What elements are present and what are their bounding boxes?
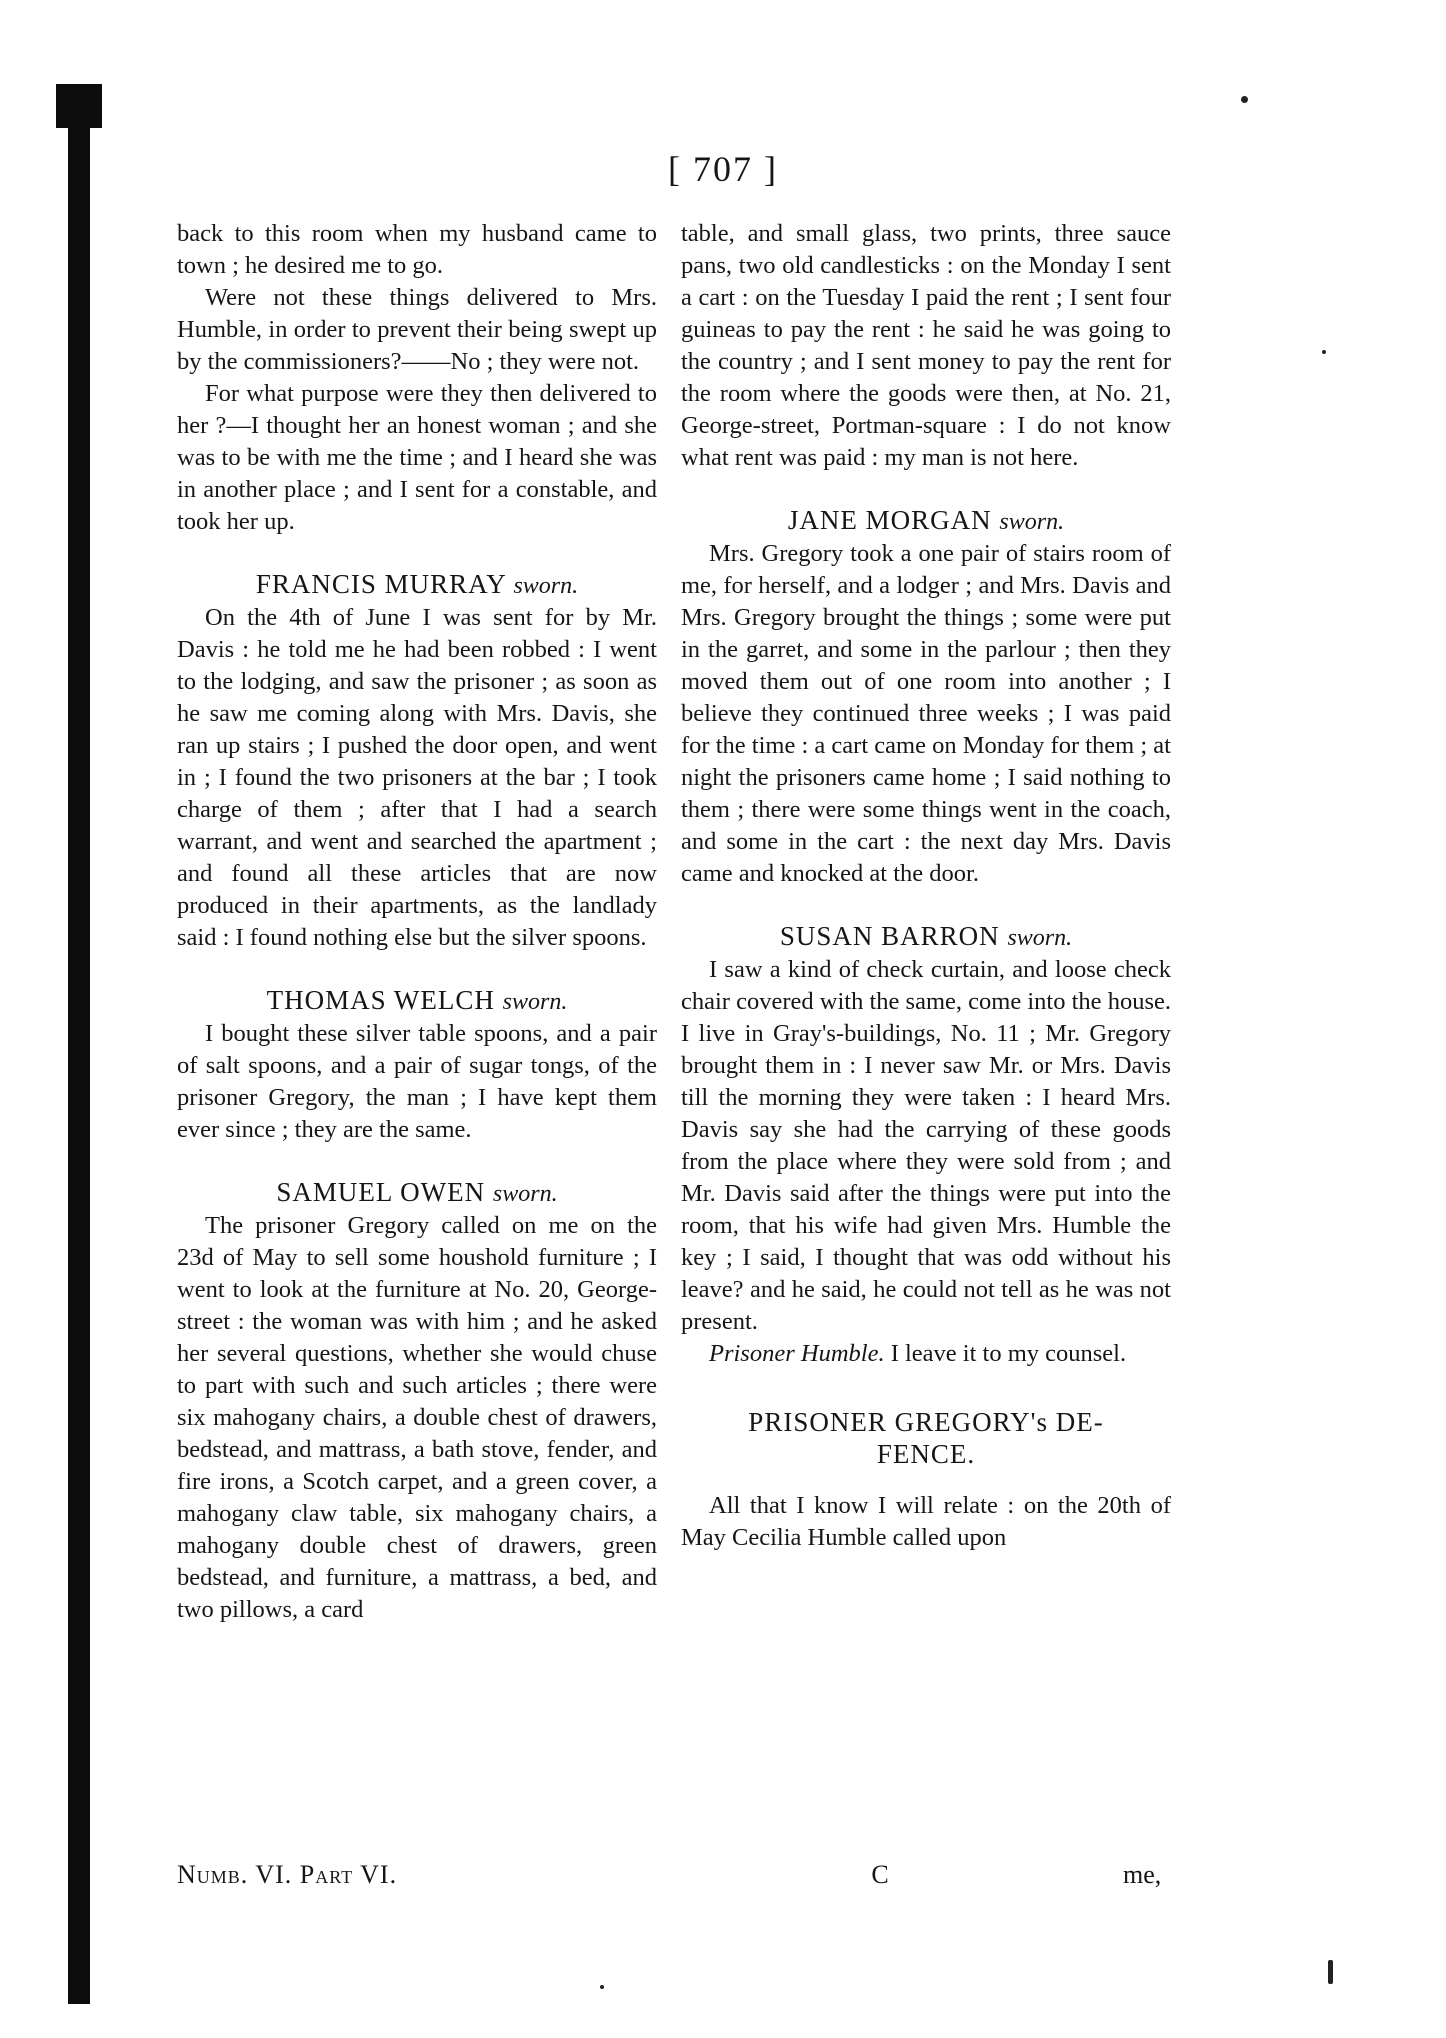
witness-heading <box>177 568 657 602</box>
binding-shadow <box>68 84 90 2004</box>
witness-heading <box>681 504 1171 538</box>
sworn-label: sworn. <box>502 989 568 1015</box>
signature-mark: Numb. VI. Part VI. <box>177 1860 398 1889</box>
witness-name: FRANCIS MURRAY <box>255 569 506 599</box>
witness-name: SAMUEL OWEN <box>276 1177 486 1207</box>
defence-heading: FENCE. <box>876 1439 976 1469</box>
witness-heading <box>177 1176 657 1210</box>
sworn-label: sworn. <box>999 509 1065 535</box>
witness-name: THOMAS WELCH <box>266 985 495 1015</box>
page-number: [ 707 ] <box>668 149 778 189</box>
defence-heading: PRISONER GREGORY's DE- <box>748 1407 1104 1437</box>
paragraph: Were not these things delivered to Mrs. Humble, in order to prevent their being swept up by the commissioners?——No ; they were not. <box>177 284 657 375</box>
ink-speck <box>600 1985 604 1989</box>
right-column <box>681 218 1171 1554</box>
witness-heading <box>681 920 1171 954</box>
paragraph: table, and small glass, two prints, three sauce pans, two old candlesticks : on the Monday I sent a cart : on the Tuesday I paid the rent ; I sent four guineas to pay the rent : he said he was going to the country ; and I sent money to pay the rent for the room where the goods were then, at No. 21, George-street, Portman-square : I do not know what rent was paid : my man is not here. <box>681 220 1171 471</box>
ink-speck <box>1322 350 1326 354</box>
paragraph: All that I know I will relate : on the 20th of May Cecilia Humble called upon <box>681 1492 1171 1551</box>
sworn-label: sworn. <box>492 1181 558 1207</box>
sworn-label: sworn. <box>513 573 579 599</box>
ink-speck <box>1241 96 1248 103</box>
paragraph: Mrs. Gregory took a one pair of stairs room of me, for herself, and a lodger ; and Mrs. Davis and Mrs. Gregory brought the things ; some were put in the garret, and some in the parlour ; then they moved them out of one room into another ; I believe they continued three weeks ; I was paid for the time : a cart came on Monday for them ; at night the prisoners came home ; I said nothing to them ; there were some things went in the coach, and some in the cart : the next day Mrs. Davis came and knocked at the door. <box>681 540 1171 887</box>
paragraph: On the 4th of June I was sent for by Mr. Davis : he told me he had been robbed : I went to the lodging, and saw the prisoner ; as soon as he saw me coming along with Mrs. Davis, she ran up stairs ; I pushed the door open, and went in ; I found the two prisoners at the bar ; I took charge of them ; after that I had a search warrant, and went and searched the apartment ; and found all these articles that are now produced in their apartments, as the landlady said : I found nothing else but the silver spoons. <box>177 604 657 951</box>
paragraph: I bought these silver table spoons, and a pair of salt spoons, and a pair of sugar tongs, of the prisoner Gregory, the man ; I have kept them ever since ; they are the same. <box>177 1020 657 1143</box>
paragraph: I saw a kind of check curtain, and loose check chair covered with the same, come into the house. I live in Gray's-buildings, No. 11 ; Mr. Gregory brought them in : I never saw Mr. or Mrs. Davis till the morning they were taken : I heard Mrs. Davis say she had the carrying of these goods from the place where they were sold from ; and Mr. Davis said after the things were put into the room, that his wife had given Mrs. Humble the key ; I said, I thought that was odd without his leave? and he said, he could not tell as he was not present. <box>681 956 1171 1335</box>
left-column <box>177 218 657 1626</box>
gathering-letter: C <box>871 1860 889 1889</box>
speaker-label: Prisoner Humble. <box>709 1340 885 1367</box>
paragraph: back to this room when my husband came to town ; he desired me to go. <box>177 220 657 279</box>
witness-name: JANE MORGAN <box>787 505 992 535</box>
ink-speck <box>1328 1960 1333 1984</box>
paragraph-text: I leave it to my counsel. <box>884 1340 1127 1367</box>
catchword: me, <box>1123 1860 1162 1889</box>
paragraph <box>681 1338 1171 1370</box>
witness-name: SUSAN BARRON <box>779 921 1000 951</box>
sworn-label: sworn. <box>1007 925 1073 951</box>
witness-heading <box>177 984 657 1018</box>
paragraph: For what purpose were they then delivered to her ?—I thought her an honest woman ; and she was to be with me the time ; and I heard she was in another place ; and I sent for a constable, and took her up. <box>177 380 657 535</box>
paragraph: The prisoner Gregory called on me on the 23d of May to sell some houshold furniture ; I went to look at the furniture at No. 20, George-street : the woman was with him ; and he asked her several questions, whether she would chuse to part with such and such articles ; there were six mahogany chairs, a double chest of drawers, bedstead, and mattrass, a bath stove, fender, and fire irons, a Scotch carpet, and a green cover, a mahogany claw table, six mahogany chairs, a mahogany double chest of drawers, green bedstead, and furniture, a mattrass, a bed, and two pillows, a card <box>177 1212 657 1623</box>
